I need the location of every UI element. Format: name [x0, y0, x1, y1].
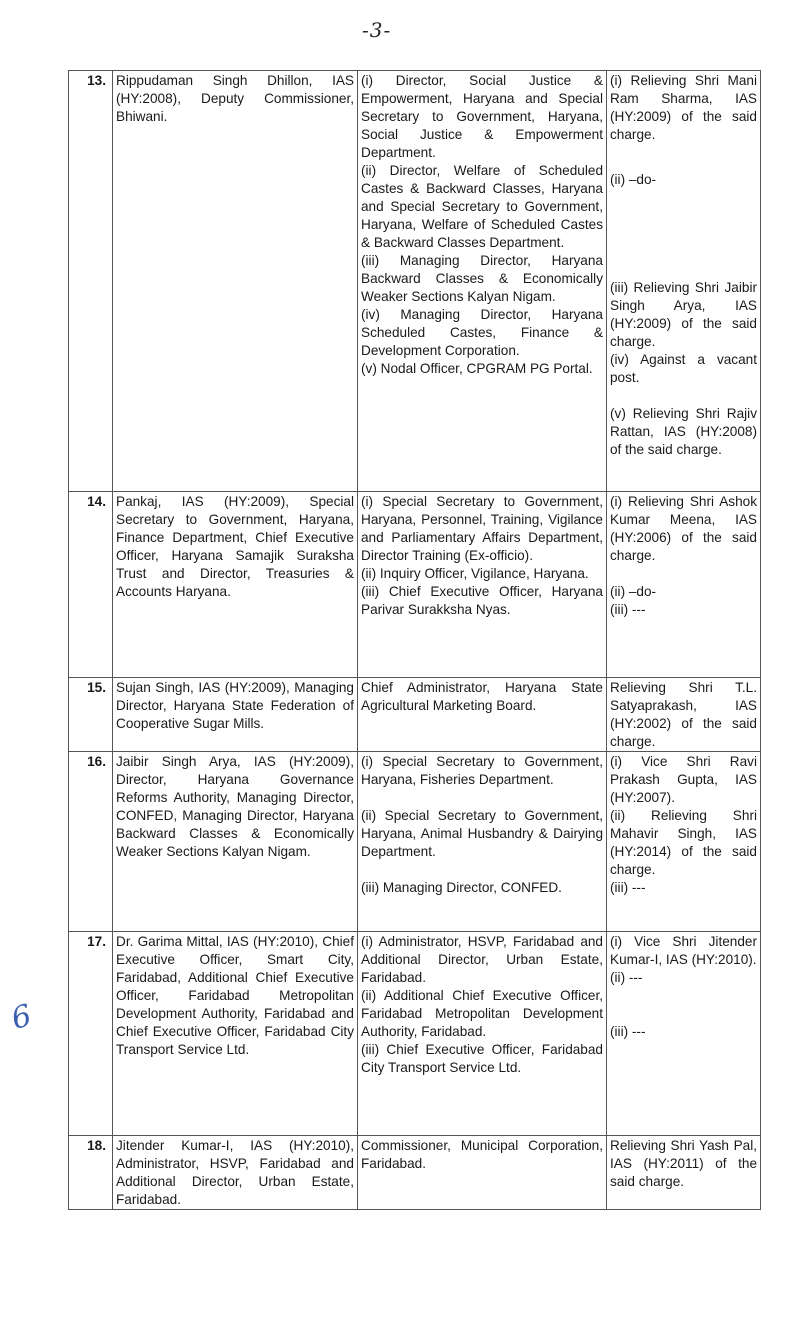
serial-number: 18.	[69, 1136, 113, 1210]
serial-number: 17.	[69, 932, 113, 1136]
officer-details: Rippudaman Singh Dhillon, IAS (HY:2008), Deputy Commissioner, Bhiwani.	[113, 71, 358, 492]
remarks	[607, 1136, 761, 1210]
table-row	[69, 492, 761, 678]
remark-item: Relieving Shri Yash Pal, IAS (HY:2011) of the said charge.	[610, 1138, 757, 1189]
handwritten-margin-mark: 6	[7, 998, 36, 1037]
serial-number: 15.	[69, 678, 113, 752]
post-item: (iii) Managing Director, CONFED.	[361, 880, 562, 895]
remarks	[607, 752, 761, 932]
posting-orders-table	[68, 70, 761, 1210]
post-item: (ii) Additional Chief Executive Officer, Faridabad Metropolitan Development Authority, Faridabad.	[361, 988, 603, 1039]
serial-number: 16.	[69, 752, 113, 932]
serial-number: 13.	[69, 71, 113, 492]
remarks	[607, 71, 761, 492]
remark-item: Relieving Shri T.L. Satyaprakash, IAS (HY:2002) of the said charge.	[610, 680, 757, 749]
remarks	[607, 492, 761, 678]
post-item: (ii) Special Secretary to Government, Haryana, Animal Husbandry & Dairying Department.	[361, 808, 603, 859]
remarks	[607, 678, 761, 752]
officer-details: Jaibir Singh Arya, IAS (HY:2009), Director, Haryana Governance Reforms Authority, Managing Director, CONFED, Managing Director, Haryana Backward Classes & Economically Weaker Sections Kalyan Nigam.	[113, 752, 358, 932]
post-item: (ii) Director, Welfare of Scheduled Castes & Backward Classes, Haryana and Special Secretary to Government, Haryana, Welfare of Scheduled Castes & Backward Classes Department.	[361, 163, 603, 250]
posting-details	[358, 678, 607, 752]
officer-details: Pankaj, IAS (HY:2009), Special Secretary to Government, Haryana, Finance Department, Chief Executive Officer, Haryana Samajik Suraksha Trust and Director, Treasuries & Accounts Haryana.	[113, 492, 358, 678]
remark-item: (i) Relieving Shri Mani Ram Sharma, IAS (HY:2009) of the said charge.	[610, 73, 757, 142]
table-row	[69, 932, 761, 1136]
officer-details: Jitender Kumar-I, IAS (HY:2010), Administrator, HSVP, Faridabad and Additional Director, Urban Estate, Faridabad.	[113, 1136, 358, 1210]
post-item: (iv) Managing Director, Haryana Scheduled Castes, Finance & Development Corporation.	[361, 307, 603, 358]
page-number: -3-	[362, 18, 392, 42]
remark-item: (i) Relieving Shri Ashok Kumar Meena, IAS (HY:2006) of the said charge.	[610, 494, 757, 563]
remark-item: (ii) –do-	[610, 584, 657, 599]
remark-item: (ii) Relieving Shri Mahavir Singh, IAS (HY:2014) of the said charge.	[610, 808, 757, 877]
post-item: (iii) Managing Director, Haryana Backward Classes & Economically Weaker Sections Kalyan Nigam.	[361, 253, 603, 304]
posting-details	[358, 492, 607, 678]
officer-details: Dr. Garima Mittal, IAS (HY:2010), Chief Executive Officer, Smart City, Faridabad, Additional Chief Executive Officer, Faridabad Metropolitan Development Authority, Faridabad and Chief Executive Officer, Faridabad City Transport Service Ltd.	[113, 932, 358, 1136]
table-row	[69, 1136, 761, 1210]
table-row	[69, 71, 761, 492]
remark-item: (iii) ---	[610, 880, 646, 895]
post-item: Commissioner, Municipal Corporation, Faridabad.	[361, 1138, 603, 1171]
post-item: Chief Administrator, Haryana State Agricultural Marketing Board.	[361, 680, 603, 713]
posting-details	[358, 932, 607, 1136]
table-row	[69, 752, 761, 932]
officer-details: Sujan Singh, IAS (HY:2009), Managing Director, Haryana State Federation of Cooperative Sugar Mills.	[113, 678, 358, 752]
remark-item: (iii) Relieving Shri Jaibir Singh Arya, IAS (HY:2009) of the said charge.	[610, 280, 757, 349]
remarks	[607, 932, 761, 1136]
remark-item: (ii) ---	[610, 970, 643, 985]
remark-item: (iii) ---	[610, 1024, 646, 1039]
post-item: (iii) Chief Executive Officer, Haryana Parivar Surakksha Nyas.	[361, 584, 603, 617]
posting-details	[358, 71, 607, 492]
post-item: (i) Administrator, HSVP, Faridabad and Additional Director, Urban Estate, Faridabad.	[361, 934, 603, 985]
post-item: (ii) Inquiry Officer, Vigilance, Haryana.	[361, 566, 589, 581]
table-row	[69, 678, 761, 752]
post-item: (i) Special Secretary to Government, Haryana, Fisheries Department.	[361, 754, 603, 787]
serial-number: 14.	[69, 492, 113, 678]
post-item: (i) Special Secretary to Government, Haryana, Personnel, Training, Vigilance and Parliamentary Affairs Department, Director Training (Ex-officio).	[361, 494, 603, 563]
post-item: (i) Director, Social Justice & Empowerment, Haryana and Special Secretary to Government, Haryana, Social Justice & Empowerment Department.	[361, 73, 603, 160]
remark-item: (ii) –do-	[610, 172, 657, 187]
posting-details	[358, 752, 607, 932]
remark-item: (iii) ---	[610, 602, 646, 617]
post-item: (iii) Chief Executive Officer, Faridabad City Transport Service Ltd.	[361, 1042, 603, 1075]
remark-item: (i) Vice Shri Ravi Prakash Gupta, IAS (HY:2007).	[610, 754, 757, 805]
remark-item: (v) Relieving Shri Rajiv Rattan, IAS (HY:2008) of the said charge.	[610, 406, 757, 457]
remark-item: (iv) Against a vacant post.	[610, 352, 757, 385]
post-item: (v) Nodal Officer, CPGRAM PG Portal.	[361, 361, 593, 376]
remark-item: (i) Vice Shri Jitender Kumar-I, IAS (HY:2010).	[610, 934, 757, 967]
posting-details	[358, 1136, 607, 1210]
